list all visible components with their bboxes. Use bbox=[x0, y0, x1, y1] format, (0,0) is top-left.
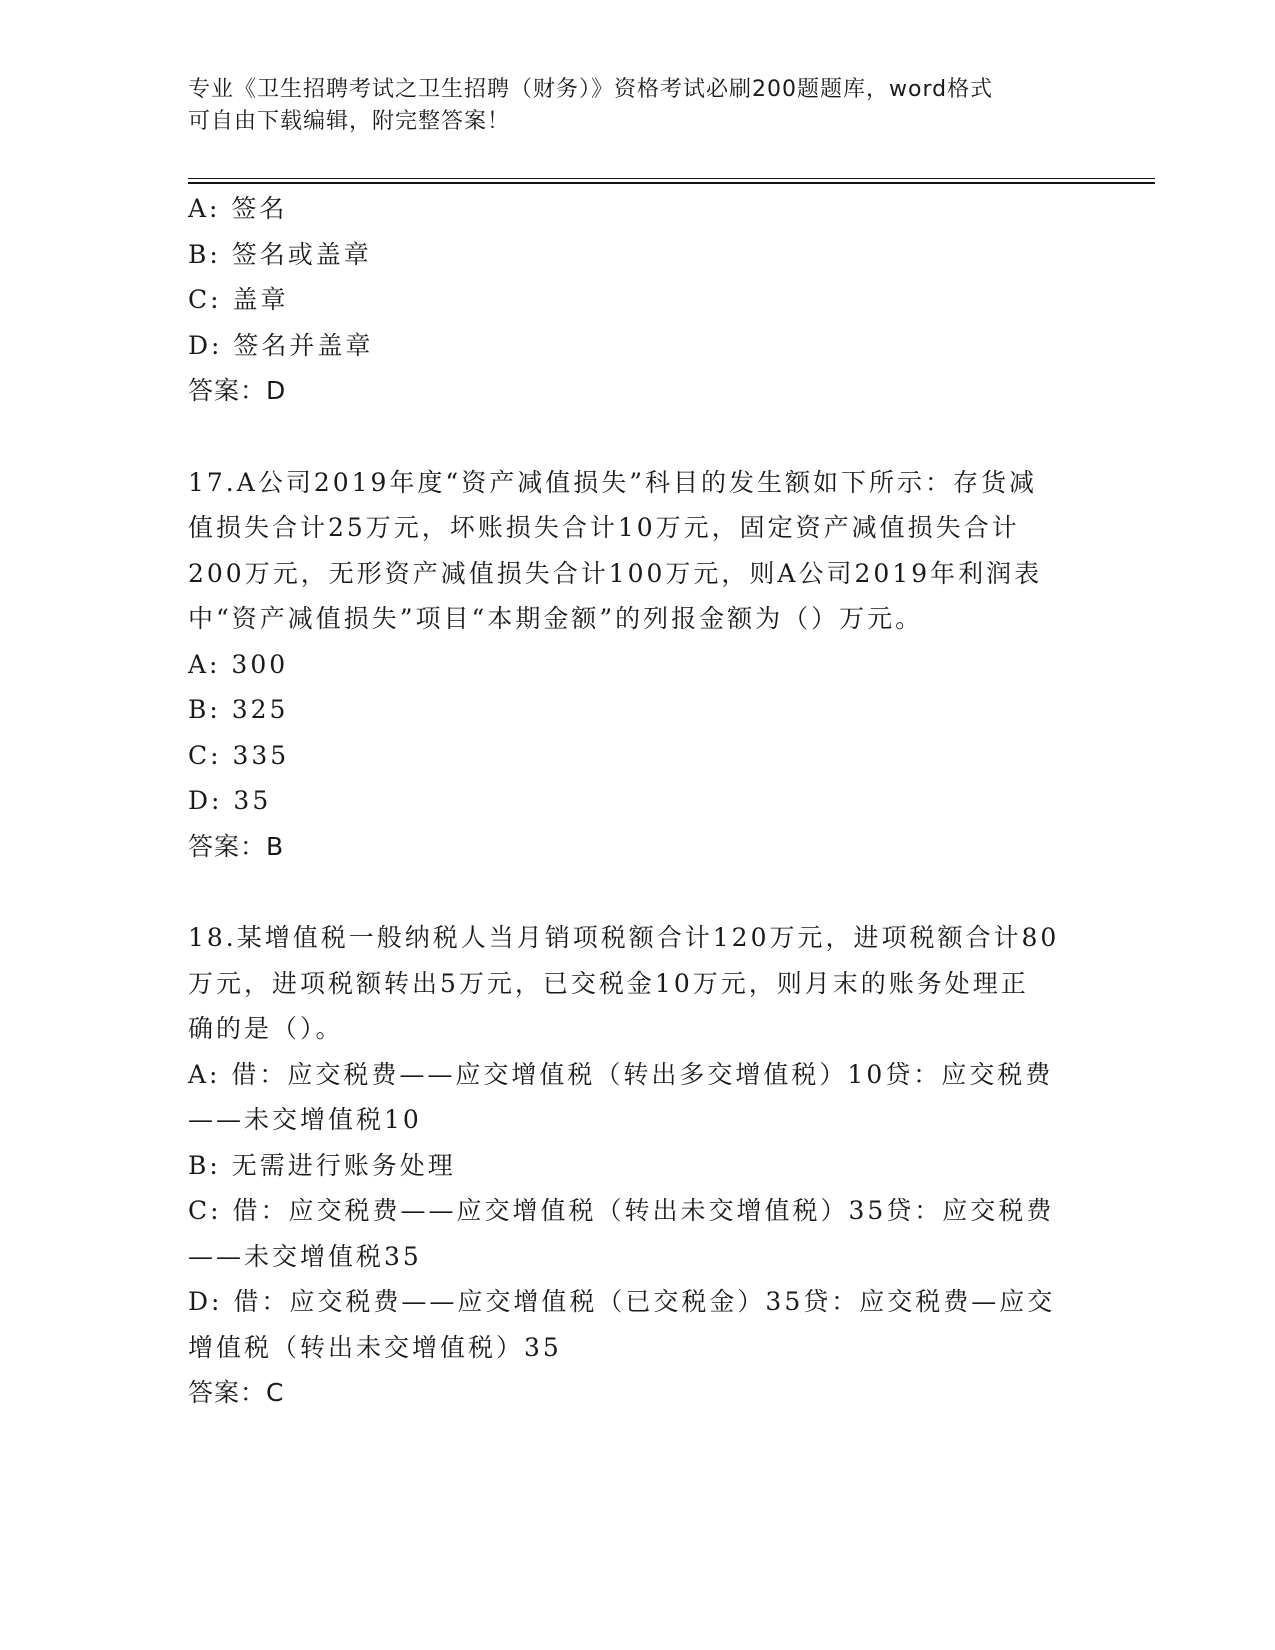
question-content bbox=[188, 186, 1088, 1416]
option-c: C: 335 bbox=[188, 740, 290, 770]
header-title-line-2: 可自由下载编辑，附完整答案！ bbox=[188, 109, 511, 134]
option-a-continued: ——未交增值税10 bbox=[188, 1105, 422, 1134]
header-rule-thin bbox=[188, 178, 1155, 179]
question-stem-line: 万元，进项税额转出5万元，已交税金10万元，则月末的账务处理正 bbox=[188, 968, 1029, 998]
question-16 bbox=[188, 186, 1088, 414]
option-b: B: 无需进行账务处理 bbox=[188, 1150, 456, 1180]
option-c: C: 盖章 bbox=[188, 285, 289, 314]
answer-line: 答案：B bbox=[188, 831, 285, 861]
question-17 bbox=[188, 460, 1088, 870]
header-rule-thick bbox=[188, 182, 1155, 184]
question-stem-line: 值损失合计25万元，坏账损失合计10万元，固定资产减值损失合计 bbox=[188, 513, 1020, 542]
option-b: B: 325 bbox=[188, 695, 289, 724]
question-stem-line: 确的是（）。 bbox=[188, 1014, 344, 1043]
header-title-line-1: 专业《卫生招聘考试之卫生招聘（财务）》资格考试必刷200题题库，word格式 bbox=[188, 77, 994, 102]
page-header bbox=[188, 74, 1088, 138]
answer-line: 答案：C bbox=[188, 1378, 285, 1407]
question-stem-line: 18.某增值税一般纳税人当月销项税额合计120万元，进项税额合计80 bbox=[188, 923, 1060, 952]
answer-line: 答案：D bbox=[188, 376, 287, 405]
question-stem-line: 中“资产减值损失”项目“本期金额”的列报金额为（）万元。 bbox=[188, 604, 924, 633]
option-d: D: 35 bbox=[188, 786, 272, 815]
question-stem-line: 200万元，无形资产减值损失合计100万元，则A公司2019年利润表 bbox=[188, 558, 1043, 588]
option-b: B: 签名或盖章 bbox=[188, 239, 372, 269]
option-d-continued: 增值税（转出未交增值税）35 bbox=[188, 1332, 562, 1362]
question-stem-line: 17.A公司2019年度“资产减值损失”科目的发生额如下所示：存货减 bbox=[188, 467, 1037, 497]
spacer bbox=[188, 414, 1088, 460]
option-d: D: 借：应交税费——应交增值税（已交税金）35贷：应交税费—应交 bbox=[188, 1287, 1056, 1316]
option-c-continued: ——未交增值税35 bbox=[188, 1241, 422, 1271]
option-d: D: 签名并盖章 bbox=[188, 330, 374, 360]
option-a: A: 借：应交税费——应交增值税（转出多交增值税）10贷：应交税费 bbox=[188, 1059, 1054, 1089]
option-a: A: 300 bbox=[188, 649, 289, 679]
option-a: A: 签名 bbox=[188, 194, 288, 223]
question-18 bbox=[188, 915, 1088, 1416]
option-c: C: 借：应交税费——应交增值税（转出未交增值税）35贷：应交税费 bbox=[188, 1196, 1055, 1225]
spacer bbox=[188, 869, 1088, 915]
